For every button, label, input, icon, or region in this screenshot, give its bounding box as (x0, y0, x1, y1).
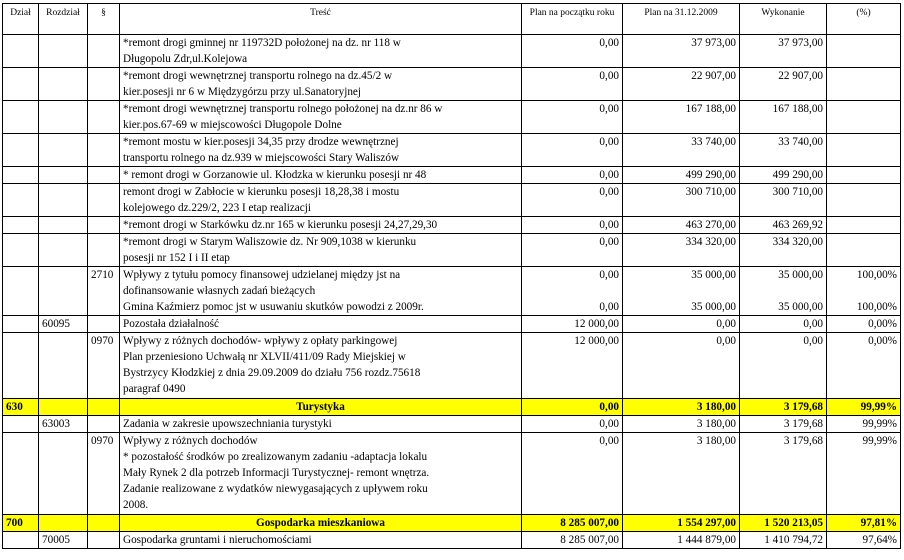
cell-plan-start: 0,00 (522, 134, 623, 167)
table-row (3, 267, 901, 316)
header-dzial: Dział (3, 4, 39, 35)
cell-plan-start: 0,00 (522, 35, 623, 68)
cell-percent (827, 68, 901, 101)
cell-rozdzial (39, 333, 88, 399)
cell-percent: 0,00% (827, 333, 901, 399)
cell-paragraf (88, 234, 120, 267)
cell-rozdzial (39, 101, 88, 134)
cell-plan-start: 8 285 007,00 (522, 532, 623, 549)
cell-wykonanie: 0,00 (740, 333, 827, 399)
cell-rozdzial: 70005 (39, 532, 88, 549)
cell-paragraf (88, 134, 120, 167)
cell-paragraf (88, 167, 120, 184)
cell-percent: 99,99% (827, 399, 901, 416)
cell-plan-start: 0,00 (522, 101, 623, 134)
cell-plan-start: 0,00 (522, 167, 623, 184)
cell-dzial (3, 134, 39, 167)
cell-percent (827, 184, 901, 217)
table-row (3, 35, 901, 68)
cell-plan-end: 0,00 (623, 316, 740, 333)
cell-percent (827, 35, 901, 68)
cell-plan-end: 1 444 879,00 (623, 532, 740, 549)
table-row (3, 532, 901, 549)
cell-tresc: remont drogi w Zabłocie w kierunku posesji 18,28,38 i mostu kolejowego dz.229/2, 223 I etap realizacji (120, 184, 522, 217)
cell-tresc: Pozostała działalność (120, 316, 522, 333)
cell-rozdzial (39, 267, 88, 316)
cell-percent: 0,00% (827, 316, 901, 333)
cell-rozdzial (39, 234, 88, 267)
cell-percent (827, 234, 901, 267)
cell-wykonanie: 1 520 213,05 (740, 515, 827, 532)
cell-wykonanie: 1 410 794,72 (740, 532, 827, 549)
cell-plan-end: 3 180,00 (623, 399, 740, 416)
cell-dzial (3, 167, 39, 184)
cell-tresc: *remont drogi gminnej nr 119732D położonej na dz. nr 118 w Długopolu Zdr,ul.Kolejowa (120, 35, 522, 68)
cell-dzial (3, 532, 39, 549)
cell-paragraf (88, 101, 120, 134)
cell-tresc: Wpływy z różnych dochodów * pozostałość środków po zrealizowanym zadaniu -adaptacja lokalu Mały Rynek 2 dla potrzeb Informacji Turystycznej- remont wnętrza. Zadanie realizowane z wydatków niewygasających z upływem roku 2008. (120, 433, 522, 515)
cell-dzial (3, 316, 39, 333)
cell-tresc: *remont drogi w Starym Waliszowie dz. Nr 909,1038 w kierunku posesji nr 152 I i II etap (120, 234, 522, 267)
cell-plan-end: 499 290,00 (623, 167, 740, 184)
cell-plan-end: 35 000,00 35 000,00 (623, 267, 740, 316)
cell-plan-end: 167 188,00 (623, 101, 740, 134)
cell-paragraf (88, 399, 120, 416)
table-row (3, 217, 901, 234)
cell-plan-start: 0,00 (522, 68, 623, 101)
cell-plan-start: 0,00 (522, 399, 623, 416)
header-row (3, 4, 901, 35)
cell-wykonanie: 167 188,00 (740, 101, 827, 134)
cell-tresc: * remont drogi w Gorzanowie ul. Kłodzka w kierunku posesji nr 48 (120, 167, 522, 184)
cell-plan-end: 22 907,00 (623, 68, 740, 101)
cell-dzial (3, 333, 39, 399)
cell-tresc: *remont drogi wewnętrznej transportu rolnego położonej na dz.nr 86 w kier.pos.67-69 w miejscowości Długopole Dolne (120, 101, 522, 134)
cell-wykonanie: 33 740,00 (740, 134, 827, 167)
cell-paragraf (88, 316, 120, 333)
cell-tresc: Gospodarka mieszkaniowa (120, 515, 522, 532)
cell-paragraf (88, 416, 120, 433)
cell-plan-end: 334 320,00 (623, 234, 740, 267)
cell-rozdzial (39, 515, 88, 532)
cell-tresc: Gospodarka gruntami i nieruchomościami (120, 532, 522, 549)
cell-plan-end: 37 973,00 (623, 35, 740, 68)
cell-paragraf (88, 515, 120, 532)
cell-plan-end: 33 740,00 (623, 134, 740, 167)
cell-percent: 97,64% (827, 532, 901, 549)
cell-tresc: Wpływy z różnych dochodów- wpływy z opłaty parkingowej Plan przeniesiono Uchwałą nr XLVII/411/09 Rady Miejskiej w Bystrzycy Kłodzkiej z dnia 29.09.2009 do działu 756 rozdz.75618 paragraf 0490 (120, 333, 522, 399)
cell-tresc: *remont drogi w Starkówku dz.nr 165 w kierunku posesji 24,27,29,30 (120, 217, 522, 234)
cell-dzial (3, 234, 39, 267)
cell-wykonanie: 3 179,68 (740, 399, 827, 416)
cell-percent: 99,99% (827, 433, 901, 515)
cell-wykonanie: 499 290,00 (740, 167, 827, 184)
cell-plan-end: 3 180,00 (623, 433, 740, 515)
table-row (3, 68, 901, 101)
cell-dzial (3, 217, 39, 234)
cell-percent (827, 101, 901, 134)
cell-rozdzial: 60095 (39, 316, 88, 333)
table-row (3, 134, 901, 167)
cell-rozdzial (39, 217, 88, 234)
cell-percent: 99,99% (827, 416, 901, 433)
cell-plan-start: 0,00 0,00 (522, 267, 623, 316)
cell-paragraf: 2710 (88, 267, 120, 316)
cell-tresc: Zadania w zakresie upowszechniania turystyki (120, 416, 522, 433)
cell-plan-start: 0,00 (522, 433, 623, 515)
cell-rozdzial (39, 134, 88, 167)
cell-wykonanie: 463 269,92 (740, 217, 827, 234)
cell-rozdzial (39, 35, 88, 68)
cell-dzial: 630 (3, 399, 39, 416)
cell-plan-end: 1 554 297,00 (623, 515, 740, 532)
header-plan-end: Plan na 31.12.2009 (623, 4, 740, 35)
cell-rozdzial (39, 167, 88, 184)
cell-paragraf (88, 35, 120, 68)
header-rozdzial: Rozdział (39, 4, 88, 35)
cell-rozdzial (39, 68, 88, 101)
cell-plan-end: 463 270,00 (623, 217, 740, 234)
cell-percent (827, 134, 901, 167)
header-paragraf: § (88, 4, 120, 35)
cell-paragraf (88, 184, 120, 217)
table-row (3, 333, 901, 399)
cell-wykonanie: 35 000,00 35 000,00 (740, 267, 827, 316)
cell-plan-end: 300 710,00 (623, 184, 740, 217)
table-row (3, 184, 901, 217)
cell-rozdzial (39, 399, 88, 416)
cell-plan-start: 0,00 (522, 234, 623, 267)
cell-plan-start: 12 000,00 (522, 316, 623, 333)
cell-dzial (3, 267, 39, 316)
cell-wykonanie: 334 320,00 (740, 234, 827, 267)
cell-dzial (3, 416, 39, 433)
header-tresc: Treść (120, 4, 522, 35)
table-row (3, 433, 901, 515)
cell-wykonanie: 0,00 (740, 316, 827, 333)
cell-rozdzial (39, 184, 88, 217)
table-row (3, 316, 901, 333)
cell-wykonanie: 3 179,68 (740, 433, 827, 515)
cell-dzial (3, 101, 39, 134)
cell-dzial: 700 (3, 515, 39, 532)
table-row (3, 101, 901, 134)
cell-percent: 100,00% 100,00% (827, 267, 901, 316)
cell-rozdzial: 63003 (39, 416, 88, 433)
cell-percent: 97,81% (827, 515, 901, 532)
cell-plan-end: 0,00 (623, 333, 740, 399)
cell-percent (827, 167, 901, 184)
cell-tresc: *remont mostu w kier.posesji 34,35 przy drodze wewnętrznej transportu rolnego na dz.939 w miejscowości Stary Waliszów (120, 134, 522, 167)
cell-wykonanie: 22 907,00 (740, 68, 827, 101)
header-wykonanie: Wykonanie (740, 4, 827, 35)
table-row (3, 399, 901, 416)
cell-plan-start: 8 285 007,00 (522, 515, 623, 532)
cell-plan-start: 0,00 (522, 217, 623, 234)
cell-plan-start: 0,00 (522, 416, 623, 433)
header-percent: (%) (827, 4, 901, 35)
table-row (3, 167, 901, 184)
budget-table (2, 3, 901, 549)
cell-wykonanie: 300 710,00 (740, 184, 827, 217)
cell-dzial (3, 68, 39, 101)
cell-paragraf (88, 68, 120, 101)
cell-tresc: Turystyka (120, 399, 522, 416)
cell-dzial (3, 184, 39, 217)
cell-paragraf: 0970 (88, 333, 120, 399)
cell-plan-start: 12 000,00 (522, 333, 623, 399)
cell-paragraf: 0970 (88, 433, 120, 515)
table-row (3, 515, 901, 532)
cell-plan-end: 3 180,00 (623, 416, 740, 433)
cell-dzial (3, 433, 39, 515)
table-row (3, 416, 901, 433)
table-row (3, 234, 901, 267)
cell-tresc: *remont drogi wewnętrznej transportu rolnego na dz.45/2 w kier.posesji nr 6 w Międzygórzu przy ul.Sanatoryjnej (120, 68, 522, 101)
cell-wykonanie: 3 179,68 (740, 416, 827, 433)
cell-wykonanie: 37 973,00 (740, 35, 827, 68)
cell-plan-start: 0,00 (522, 184, 623, 217)
cell-tresc: Wpływy z tytułu pomocy finansowej udzielanej między jst na dofinansowanie własnych zadań bieżących Gmina Kaźmierz pomoc jst w usuwaniu skutków powodzi z 2009r. (120, 267, 522, 316)
header-plan-start: Plan na początku roku (522, 4, 623, 35)
cell-percent (827, 217, 901, 234)
cell-rozdzial (39, 433, 88, 515)
cell-dzial (3, 35, 39, 68)
cell-paragraf (88, 217, 120, 234)
cell-paragraf (88, 532, 120, 549)
